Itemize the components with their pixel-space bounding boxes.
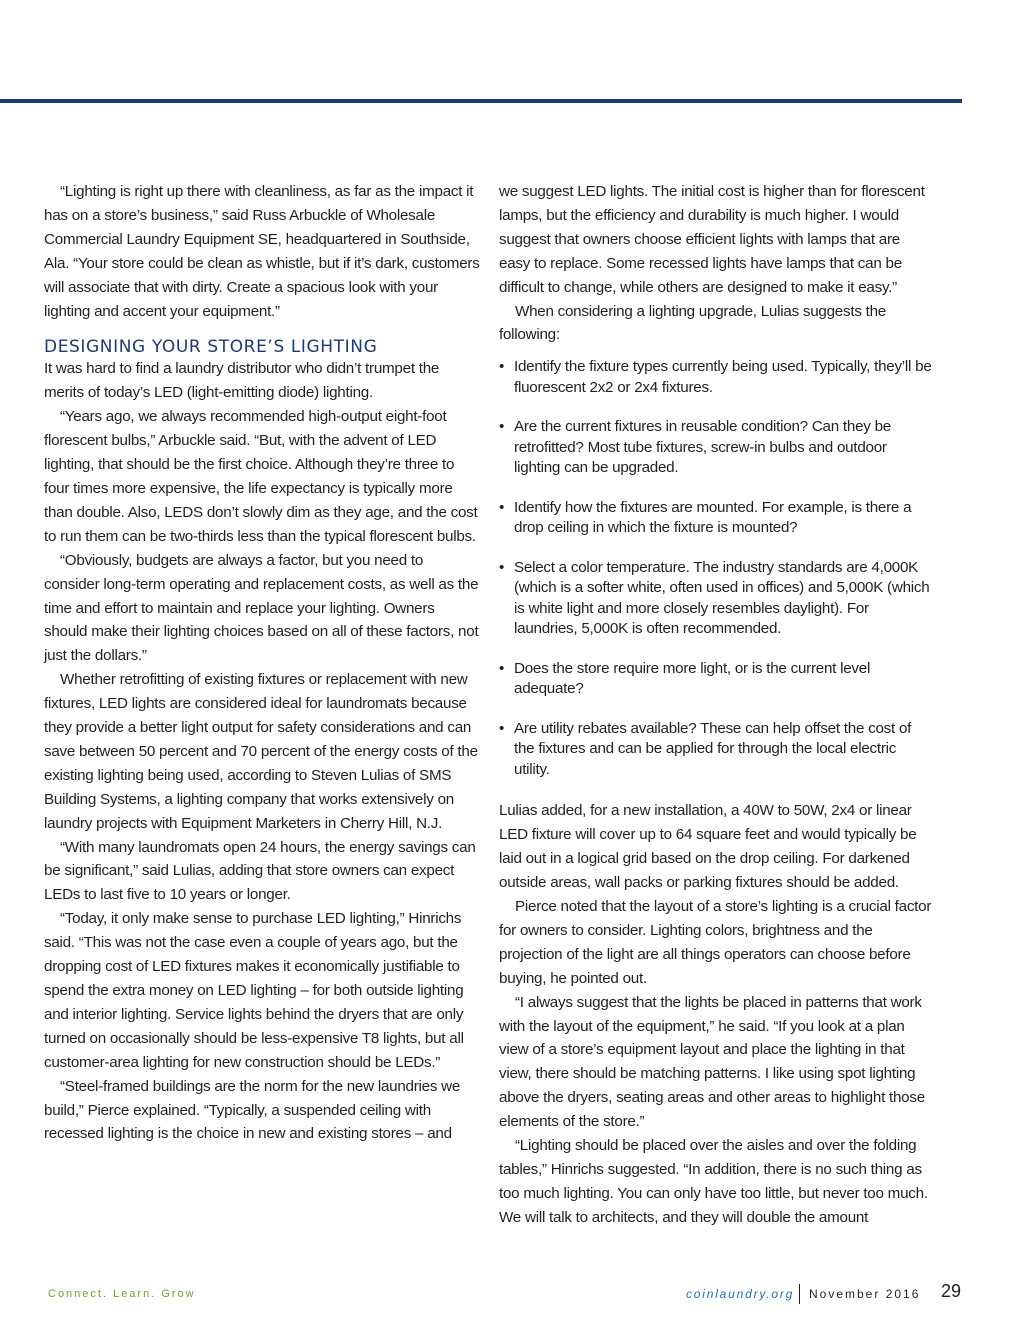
list-item-text: Are the current fixtures in reusable condition? Can they be retrofitted? Most tube fixtures, screw-in bulbs and outdoor lighting can be upgraded. — [514, 418, 891, 477]
body-paragraph: Whether retrofitting of existing fixtures or replacement with new fixtures, LED lights are considered ideal for laundromats because they provide a better light output for safety considerations and can save between 50 percent and 70 percent of the energy costs of the existing lighting being used, according to Steven Lulias of SMS Building Systems, a lighting company that works extensively on laundry projects with Equipment Marketers in Cherry Hill, N.J. — [44, 671, 478, 832]
footer-tagline: Connect. Learn. Grow — [48, 1288, 196, 1300]
list-item-text: Select a color temperature. The industry standards are 4,000K (which is a softer white, often used in offices) and 5,000K (which is white light and more closely resembles daylight). For laundries, 5,000K is often recommended. — [514, 558, 930, 638]
bullet-icon: • — [499, 558, 505, 576]
list-item-text: Identify the fixture types currently being used. Typically, they’ll be fluorescent 2x2 or 2x4 fixtures. — [514, 358, 932, 396]
body-paragraph: “Steel-framed buildings are the norm for the new laundries we build,” Pierce explained. “Typically, a suspended ceiling with recessed lighting is the choice in new and existing stores – and — [44, 1077, 461, 1143]
bullet-icon: • — [499, 358, 505, 376]
footer-divider — [799, 1284, 800, 1304]
page-number: 29 — [941, 1281, 962, 1301]
body-paragraph: “I always suggest that the lights be placed in patterns that work with the layout of the equipment,” he said. “If you look at a plan view of a store’s equipment layout and place the lighting in that view, there should be matching patterns. I like using spot lighting above the dryers, seating areas and other areas to highlight those elements of the store.” — [499, 993, 925, 1131]
body-paragraph: When considering a lighting upgrade, Lulias suggests the following: — [499, 302, 886, 344]
list-item-text: Does the store require more light, or is the current level adequate? — [514, 659, 871, 698]
page-footer — [0, 1281, 1024, 1308]
list-item — [499, 558, 935, 640]
body-paragraph: “Lighting is right up there with cleanliness, as far as the impact it has on a store’s business,” said Russ Arbuckle of Wholesale Commercial Laundry Equipment SE, headquartered in Southside, Ala. “Your store could be clean as whistle, but if it’s dark, customers will associate that with dirty. Create a spacious look with your lighting and accent your equipment.” — [44, 183, 480, 320]
body-paragraph: “Obviously, budgets are always a factor, but you need to consider long-term operating and replacement costs, as well as the time and effort to maintain and replace your lighting. Owners should make their lighting choices based on all of these factors, not just the dollars.” — [44, 551, 479, 665]
body-paragraph: It was hard to find a laundry distributor who didn’t trumpet the merits of today’s LED (light-emitting diode) lighting. — [44, 360, 440, 402]
footer-date: November 2016 — [809, 1287, 921, 1301]
body-paragraph: Lulias added, for a new installation, a 40W to 50W, 2x4 or linear LED fixture will cover up to 64 square feet and would typically be laid out in a logical grid based on the drop ceiling. For darkened outside areas, wall packs or parking fixtures should be added. — [499, 802, 917, 892]
body-paragraph: “With many laundromats open 24 hours, the energy savings can be significant,” said Lulias, adding that store owners can expect LEDs to last five to 10 years or longer. — [44, 838, 476, 904]
footer-site-link[interactable]: coinlaundry.org — [686, 1287, 795, 1301]
body-paragraph: “Years ago, we always recommended high-output eight-foot florescent bulbs,” Arbuckle said. “But, with the advent of LED lighting, that should be the first choice. Although they’re three to four times more expensive, the life expectancy is typically more than double. Also, LEDS don’t slowly dim as they age, and the cost to run them can be two-thirds less than the typical florescent bulbs. — [44, 408, 478, 545]
list-item — [499, 417, 935, 479]
list-item — [499, 357, 935, 398]
list-item-text: Identify how the fixtures are mounted. For example, is there a drop ceiling in which the fixture is mounted? — [514, 498, 912, 537]
body-paragraph: Pierce noted that the layout of a store’s lighting is a crucial factor for owners to consider. Lighting colors, brightness and the projection of the light are all things operators can choose before buying, he pointed out. — [499, 897, 932, 987]
list-item — [499, 659, 935, 700]
list-item-text: Are utility rebates available? These can help offset the cost of the fixtures and can be applied for through the local electric utility. — [514, 719, 912, 778]
bullet-icon: • — [499, 719, 505, 737]
body-paragraph: “Lighting should be placed over the aisles and over the folding tables,” Hinrichs suggested. “In addition, there is no such thing as too much lighting. You can only have too little, but never too much. We will talk to architects, and they will double the amount — [499, 1137, 928, 1226]
bullet-icon: • — [499, 498, 505, 516]
bullet-icon: • — [499, 418, 505, 436]
list-item — [499, 719, 935, 781]
header-rule — [0, 99, 962, 103]
bullet-icon: • — [499, 659, 505, 677]
body-paragraph: we suggest LED lights. The initial cost is higher than for florescent lamps, but the efficiency and durability is much higher. I would suggest that owners choose efficient lights with lamps that are easy to replace. Some recessed lights have lamps that can be difficult to change, while others are designed to make it easy.” — [499, 183, 925, 296]
section-subhead: DESIGNING YOUR STORE’S LIGHTING — [44, 337, 378, 358]
left-column — [44, 180, 480, 1146]
body-paragraph: “Today, it only make sense to purchase LED lighting,” Hinrichs said. “This was not the case even a couple of years ago, but the dropping cost of LED fixtures makes it economically justifiable to spend the extra money on LED lighting – for both outside lighting and interior lighting. Service lights behind the dryers that are only turned on occasionally should be less-expensive T8 lights, but all customer-area lighting for new construction should be LEDs.” — [44, 910, 464, 1071]
suggestion-list — [499, 357, 935, 780]
right-column — [499, 180, 935, 1230]
list-item — [499, 498, 935, 539]
